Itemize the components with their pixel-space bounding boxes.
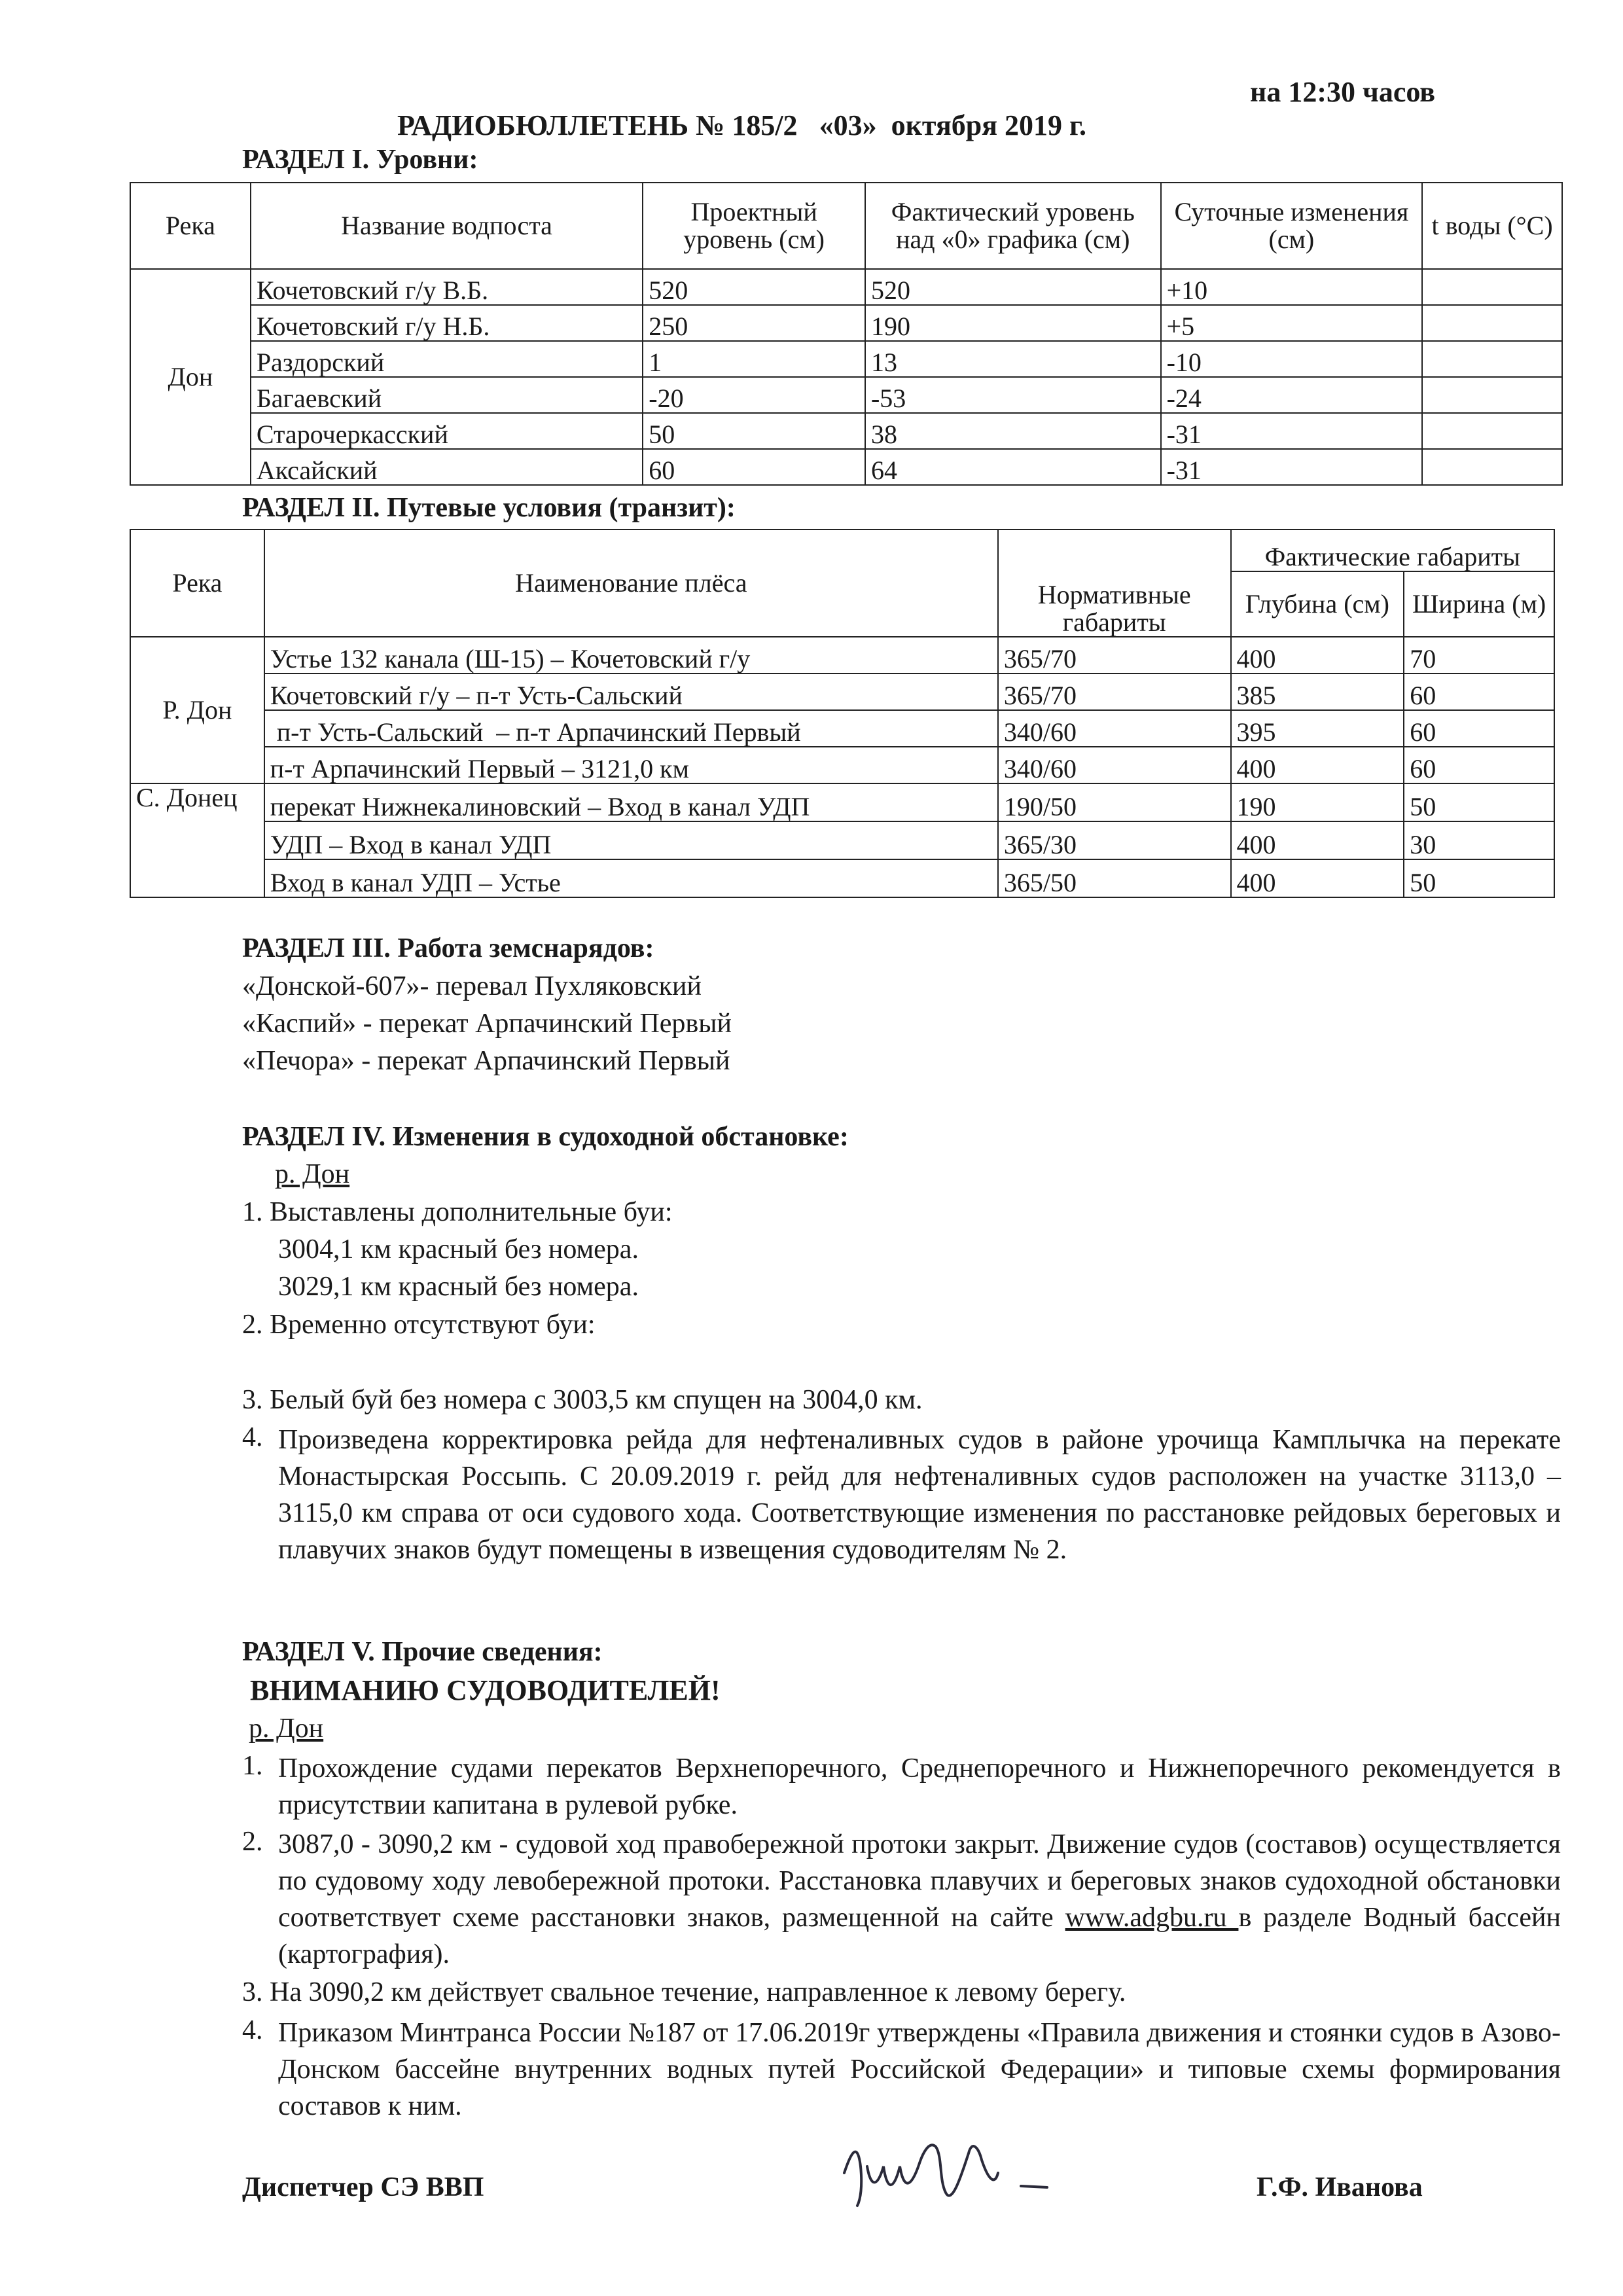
norm-dims: 365/70	[998, 673, 1231, 710]
actual-width: 60	[1404, 710, 1554, 747]
transit-table	[130, 529, 1555, 898]
reach-name: п-т Усть-Сальский – п-т Арпачинский Первый	[264, 710, 998, 747]
station-name: Аксайский	[251, 449, 643, 485]
actual-level: 38	[865, 413, 1161, 449]
dredger-line: «Донской-607»- перевал Пухляковский	[242, 971, 702, 1001]
daily-change: -31	[1161, 449, 1423, 485]
info-item-4-number: 4.	[242, 2015, 263, 2045]
station-name: Кочетовский г/у Н.Б.	[251, 305, 643, 341]
signature	[831, 2127, 1093, 2219]
reach-name: УДП – Вход в канал УДП	[264, 821, 998, 859]
actual-level: 520	[865, 269, 1161, 305]
section5-title: РАЗДЕЛ V. Прочие сведения:	[242, 1637, 603, 1667]
actual-depth: 400	[1231, 859, 1404, 897]
table-row	[130, 341, 1562, 377]
section2-title: РАЗДЕЛ II. Путевые условия (транзит):	[242, 493, 736, 523]
norm-dims: 340/60	[998, 710, 1231, 747]
signatory-name: Г.Ф. Иванова	[1257, 2172, 1423, 2202]
actual-width: 50	[1404, 859, 1554, 897]
norm-dims: 365/30	[998, 821, 1231, 859]
table-row	[130, 859, 1554, 897]
section4-title: РАЗДЕЛ IV. Изменения в судоходной обстановке:	[242, 1122, 849, 1152]
norm-dims: 340/60	[998, 747, 1231, 783]
actual-level: -53	[865, 377, 1161, 413]
info-item-1: Прохождение судами перекатов Верхнепоречного, Среднепоречного и Нижнепоречного рекомендуется в присутствии капитана в рулевой рубке.	[278, 1753, 1561, 1820]
actual-width: 30	[1404, 821, 1554, 859]
water-temp	[1422, 341, 1562, 377]
water-temp	[1422, 377, 1562, 413]
station-name: Раздорский	[251, 341, 643, 377]
table-row	[130, 305, 1562, 341]
table-row	[130, 637, 1554, 673]
info-item-2-number: 2.	[242, 1827, 263, 1857]
actual-width: 60	[1404, 747, 1554, 783]
project-level: 50	[643, 413, 865, 449]
attention-heading: ВНИМАНИЮ СУДОВОДИТЕЛЕЙ!	[250, 1674, 721, 1706]
water-temp	[1422, 413, 1562, 449]
project-level: 60	[643, 449, 865, 485]
actual-width: 60	[1404, 673, 1554, 710]
water-temp	[1422, 449, 1562, 485]
section3-title: РАЗДЕЛ III. Работа земснарядов:	[242, 933, 654, 963]
change-item-3: 3. Белый буй без номера с 3003,5 км спущен на 3004,0 км.	[242, 1385, 923, 1415]
buoy-line: 3029,1 км красный без номера.	[278, 1272, 639, 1302]
col-header-actual: Фактические габариты	[1231, 529, 1554, 571]
col-header-river: Река	[130, 529, 264, 637]
info-item-2-text: 3087,0 - 3090,2 км - судовой ход правобережной протоки закрыт. Движение судов (составов) осуществляется по судовому ходу левобережной протоки. Расстановка плавучих и береговых знаков судоходной обстановки соответствует схеме расстановки знаков, размещенной на сайте	[278, 1829, 1561, 1933]
col-header-project: Проектный уровень (см)	[643, 183, 865, 269]
actual-depth: 400	[1231, 821, 1404, 859]
table-row	[130, 269, 1562, 305]
station-name: Старочеркасский	[251, 413, 643, 449]
dispatcher-position: Диспетчер СЭ ВВП	[242, 2172, 484, 2202]
info-item-2-text-end: в разделе Водный бассейн (картография).	[278, 1903, 1561, 1969]
change-item-4: Произведена корректировка рейда для нефтеналивных судов в районе урочища Камплычка на перекате Монастырская Россыпь. С 20.09.2019 г. рейд для нефтеналивных судов расположен на участке 3113,0 – 3115,0 км справа от оси судового хода. Соответствующие изменения по расстановке рейдовых береговых и плавучих знаков будут помещены в извещения судоводителям № 2.	[278, 1425, 1561, 1565]
col-header-width: Ширина (м)	[1404, 571, 1554, 637]
website-link[interactable]: www.adgbu.ru	[1065, 1903, 1239, 1933]
project-level: 520	[643, 269, 865, 305]
project-level: 250	[643, 305, 865, 341]
change-item-4-number: 4.	[242, 1422, 263, 1452]
info-item-3: 3. На 3090,2 км действует свальное течение, направленное к левому берегу.	[242, 1977, 1126, 2007]
river-heading: р. Дон	[275, 1159, 350, 1189]
info-item-2	[278, 1826, 1561, 1973]
actual-depth: 395	[1231, 710, 1404, 747]
section1-title: РАЗДЕЛ I. Уровни:	[242, 145, 478, 175]
project-level: -20	[643, 377, 865, 413]
station-name: Багаевский	[251, 377, 643, 413]
col-header-norm: Нормативные габариты	[998, 529, 1231, 637]
actual-depth: 190	[1231, 783, 1404, 821]
reach-name: п-т Арпачинский Первый – 3121,0 км	[264, 747, 998, 783]
daily-change: +5	[1161, 305, 1423, 341]
norm-dims: 365/70	[998, 637, 1231, 673]
bulletin-header	[383, 75, 1086, 142]
station-name: Кочетовский г/у В.Б.	[251, 269, 643, 305]
actual-depth: 400	[1231, 637, 1404, 673]
table-row	[130, 710, 1554, 747]
info-item-1-number: 1.	[242, 1751, 263, 1781]
dredger-line: «Каспий» - перекат Арпачинский Первый	[242, 1009, 732, 1039]
reach-name: перекат Нижнекалиновский – Вход в канал УДП	[264, 783, 998, 821]
table-row	[130, 413, 1562, 449]
norm-dims: 365/50	[998, 859, 1231, 897]
daily-change: +10	[1161, 269, 1423, 305]
change-item-2: 2. Временно отсутствуют буи:	[242, 1310, 596, 1340]
norm-dims: 190/50	[998, 783, 1231, 821]
bulletin-title: РАДИОБЮЛЛЕТЕНЬ № 185/2	[397, 109, 798, 141]
actual-level: 13	[865, 341, 1161, 377]
actual-width: 50	[1404, 783, 1554, 821]
river-heading: р. Дон	[249, 1713, 324, 1744]
col-header-change: Суточные изменения (см)	[1161, 183, 1423, 269]
reach-name: Вход в канал УДП – Устье	[264, 859, 998, 897]
reach-name: Устье 132 канала (Ш-15) – Кочетовский г/у	[264, 637, 998, 673]
actual-level: 64	[865, 449, 1161, 485]
table-row	[130, 747, 1554, 783]
bulletin-time: на 12:30 часов	[1250, 76, 1436, 108]
levels-table	[130, 182, 1563, 486]
water-temp	[1422, 269, 1562, 305]
bulletin-date: «03» октября 2019 г.	[819, 109, 1087, 141]
river-cell: Дон	[130, 269, 251, 485]
col-header-station: Название водпоста	[251, 183, 643, 269]
river-cell: Р. Дон	[130, 637, 264, 783]
info-item-4: Приказом Минтранса России №187 от 17.06.2019г утверждены «Правила движения и стоянки судов в Азово-Донском бассейне внутренних водных путей Российской Федерации» и типовые схемы формирования составов к ним.	[278, 2018, 1561, 2121]
col-header-reach: Наименование плёса	[264, 529, 998, 637]
table-row	[130, 377, 1562, 413]
project-level: 1	[643, 341, 865, 377]
change-item-1: 1. Выставлены дополнительные буи:	[242, 1197, 673, 1227]
actual-depth: 385	[1231, 673, 1404, 710]
daily-change: -24	[1161, 377, 1423, 413]
col-header-river: Река	[130, 183, 251, 269]
buoy-line: 3004,1 км красный без номера.	[278, 1234, 639, 1265]
daily-change: -10	[1161, 341, 1423, 377]
river-cell: С. Донец	[130, 783, 264, 897]
table-row	[130, 821, 1554, 859]
actual-level: 190	[865, 305, 1161, 341]
col-header-temp: t воды (°C)	[1422, 183, 1562, 269]
table-row	[130, 673, 1554, 710]
dredger-line: «Печора» - перекат Арпачинский Первый	[242, 1046, 730, 1076]
actual-depth: 400	[1231, 747, 1404, 783]
col-header-depth: Глубина (см)	[1231, 571, 1404, 637]
col-header-actual: Фактический уровень над «0» графика (см)	[865, 183, 1161, 269]
reach-name: Кочетовский г/у – п-т Усть-Сальский	[264, 673, 998, 710]
daily-change: -31	[1161, 413, 1423, 449]
water-temp	[1422, 305, 1562, 341]
table-row	[130, 449, 1562, 485]
table-row	[130, 783, 1554, 821]
actual-width: 70	[1404, 637, 1554, 673]
